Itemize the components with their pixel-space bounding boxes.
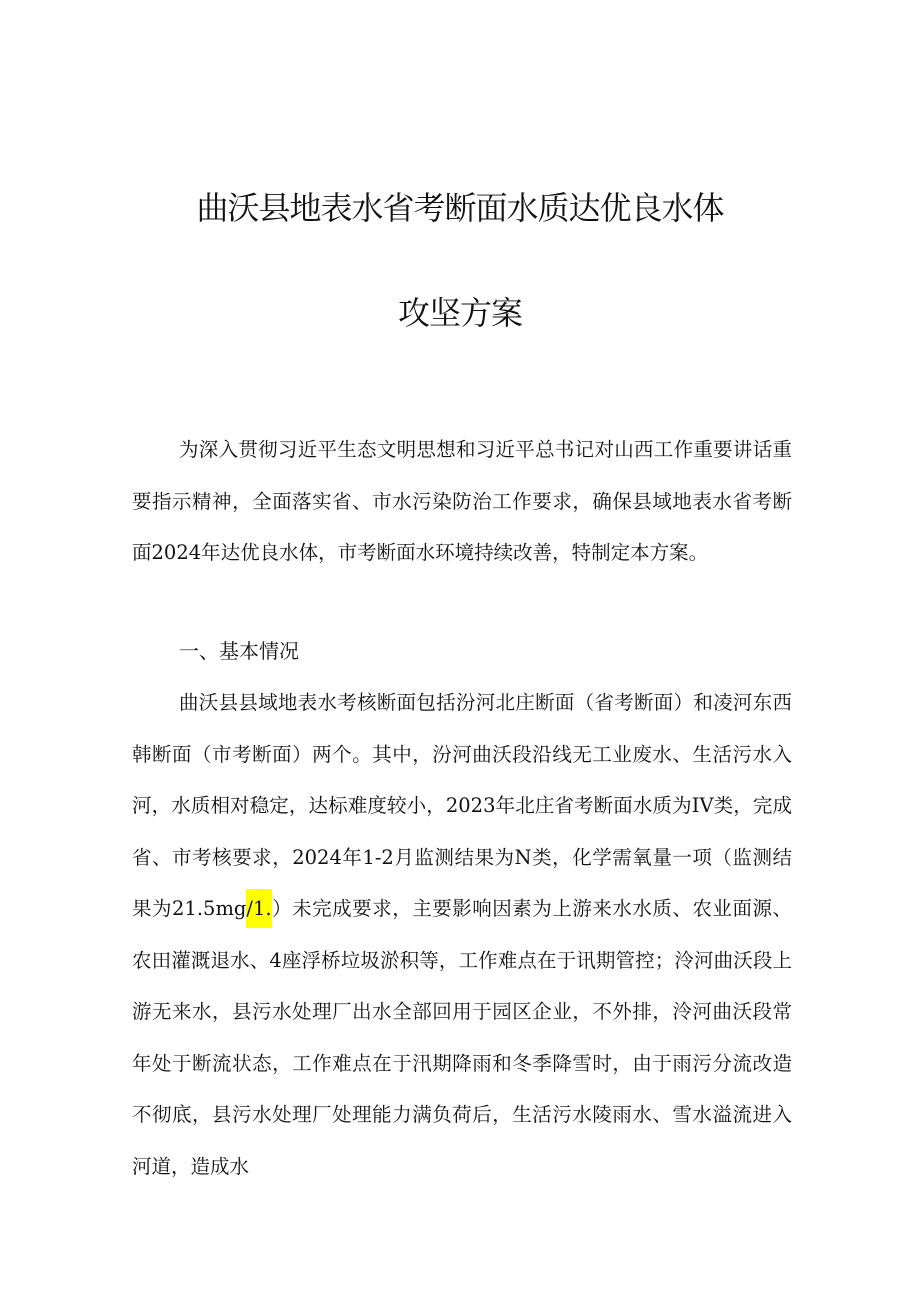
basic-situation-paragraph xyxy=(132,677,792,1192)
document-title-line-1: 曲沃县地表水省考断面水质达优良水体 xyxy=(196,189,724,227)
document-title-line-2: 攻坚方案 xyxy=(397,294,522,332)
paragraph-text-after-highlight: ）未完成要求，主要影响因素为上游来水水质、农业面源、农田灌溉退水、4座浮桥垃圾淤积等，工作难点在于讯期管控；泠河曲沃段上游无来水，县污水处理厂出水全部回用于园区企业，不外排，泠河曲沃段常年处于断流状态，工作难点在于汛期降雨和冬季降雪时，由于雨污分流改造不彻底，县污水处理厂处理能力满负荷后，生活污水陵雨水、雪水溢流进入河道，造成水 xyxy=(132,897,792,1178)
paragraph-text-before-highlight: 曲沃县县域地表水考核断面包括汾河北庄断面（省考断面）和凌河东西韩断面（市考断面）两个。其中，汾河曲沃段沿线无工业废水、生活污水入河，水质相对稳定，达标难度较小，2023年北庄省考断面水质为IV类，完成省、市考核要求，2024年1-2月监测结果为N类，化学需氧量一项（监测结果为21.5mg xyxy=(132,691,792,920)
highlighted-text: /1. xyxy=(246,889,271,928)
intro-paragraph: 为深入贯彻习近平生态文明思想和习近平总书记对山西工作重要讲话重要指示精神，全面落实省、市水污染防治工作要求，确保县域地表水省考断面2024年达优良水体，市考断面水环境持续改善，特制定本方案。 xyxy=(132,438,792,564)
section-heading-basic-situation: 一、基本情况 xyxy=(179,639,299,663)
